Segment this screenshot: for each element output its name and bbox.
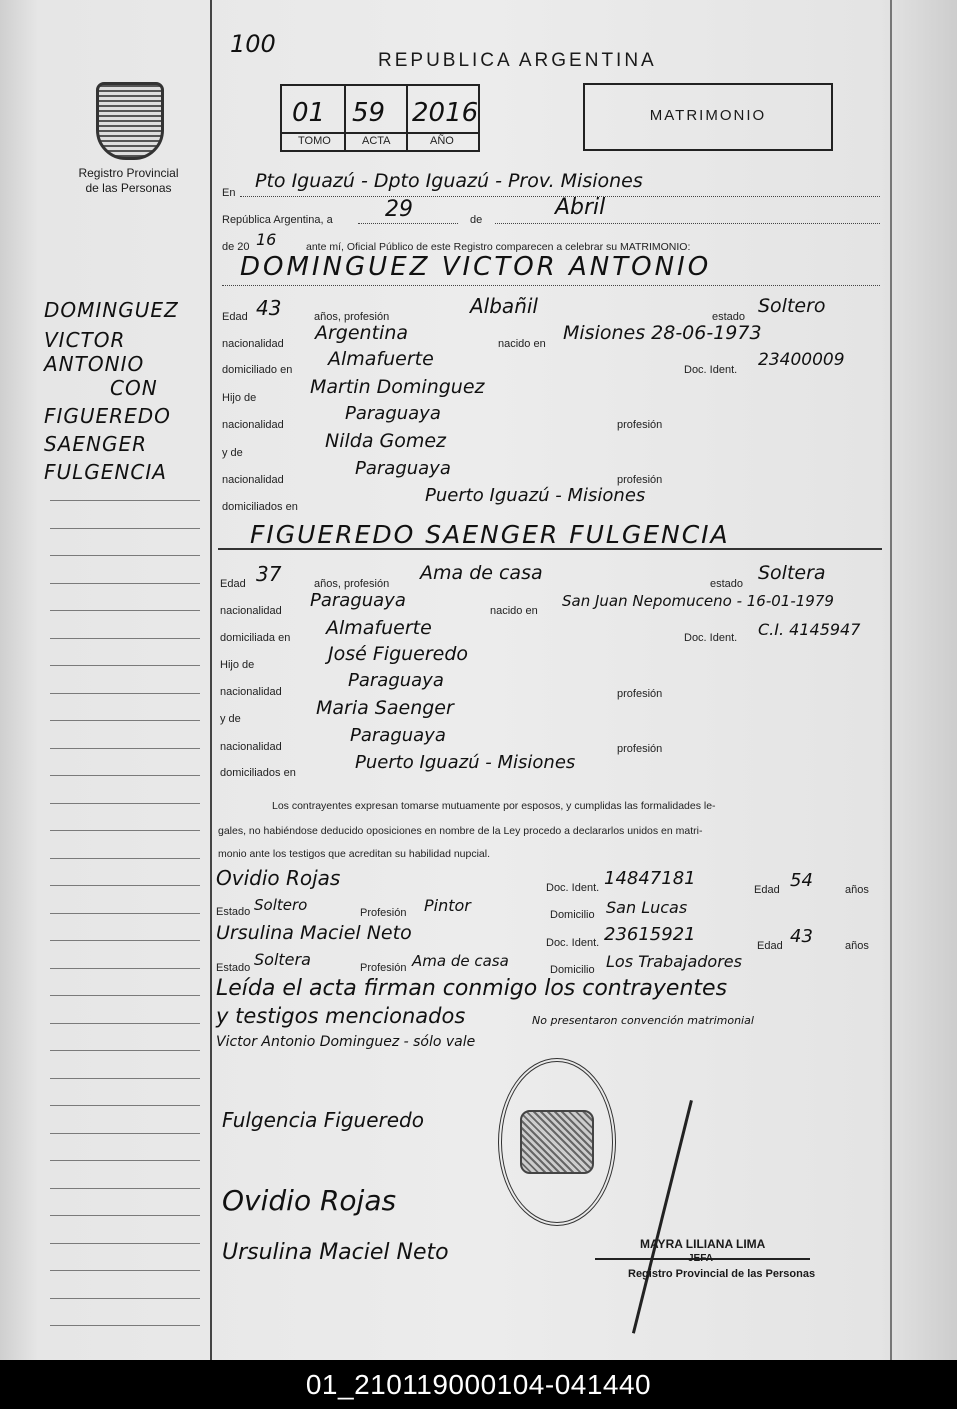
- groom-edad-label: Edad: [222, 311, 248, 323]
- witness1-domicilio-label: Domicilio: [550, 909, 595, 921]
- registry-line2: de las Personas: [85, 181, 172, 195]
- margin-note-line: CON: [110, 376, 158, 400]
- margin-rule: [50, 1023, 200, 1024]
- bride-name: FIGUEREDO SAENGER FULGENCIA: [250, 520, 730, 549]
- bride-nacido-label: nacido en: [490, 605, 538, 617]
- witness2-doc: 23615921: [604, 924, 696, 945]
- witness2-domicilio-label: Domicilio: [550, 964, 595, 976]
- bride-anos-label: años, profesión: [314, 578, 390, 590]
- bride-madre-nac-label: nacionalidad: [220, 741, 282, 753]
- bride-nacido: San Juan Nepomuceno - 16-01-1979: [562, 592, 834, 610]
- margin-rule: [50, 528, 200, 529]
- en-label: En: [222, 187, 236, 199]
- margin-note-line: SAENGER: [44, 432, 148, 456]
- anio-label: AÑO: [430, 135, 454, 147]
- act-type-box: [583, 83, 833, 151]
- witness1-anos-label: años: [845, 884, 869, 896]
- record-number-box: [280, 84, 480, 152]
- margin-rule: [50, 913, 200, 914]
- witness2-doc-label: Doc. Ident.: [546, 937, 600, 949]
- groom-padre-nac-label: nacionalidad: [222, 419, 284, 431]
- closing-line3: Victor Antonio Dominguez - sólo vale: [216, 1034, 476, 1050]
- margin-rule: [50, 1133, 200, 1134]
- bride-edad: 37: [256, 562, 282, 586]
- bride-domicilio: Almafuerte: [326, 617, 432, 639]
- margin-rule: [50, 1243, 200, 1244]
- bride-hijo-label: Hijo de: [220, 659, 255, 671]
- witness1-estado: Soltero: [254, 896, 308, 914]
- witness2-edad: 43: [790, 926, 813, 947]
- officer-signature-stroke: [632, 1100, 693, 1334]
- groom-nacido: Misiones 28-06-1973: [563, 322, 762, 344]
- margin-rule: [50, 583, 200, 584]
- bride-nac-label: nacionalidad: [220, 605, 282, 617]
- margin-rule: [50, 1105, 200, 1106]
- bride-madre-nacionalidad: Paraguaya: [350, 725, 446, 746]
- republica-label: República Argentina, a: [222, 214, 333, 226]
- margin-rule: [50, 1325, 200, 1326]
- witness1-profesion: Pintor: [424, 896, 471, 915]
- acta-label: ACTA: [362, 135, 391, 147]
- month-value: Abril: [555, 195, 606, 220]
- margin-note-line: VICTOR: [44, 328, 126, 352]
- groom-padre-prof-label: profesión: [617, 419, 663, 431]
- groom-madre-prof-label: profesión: [617, 474, 663, 486]
- margin-rule: [50, 995, 200, 996]
- witness2-estado: Soltera: [254, 950, 311, 969]
- witness2-profesion-label: Profesión: [360, 962, 407, 974]
- registry-name: [56, 166, 201, 196]
- groom-yde-label: y de: [222, 447, 243, 459]
- bride-dom-label: domiciliada en: [220, 632, 291, 644]
- groom-doc: 23400009: [758, 350, 845, 370]
- bride-madre-prof-label: profesión: [617, 743, 663, 755]
- groom-dom-label: domiciliado en: [222, 364, 293, 376]
- margin-rule: [50, 555, 200, 556]
- bride-edad-label: Edad: [220, 578, 246, 590]
- declaration-line2: gales, no habiéndose deducido oposiciones en nombre de la Ley procedo a declararlos unidos en matri-: [218, 825, 703, 837]
- witness1-estado-label: Estado: [216, 906, 251, 918]
- bride-padres-domicilio: Puerto Iguazú - Misiones: [355, 752, 576, 773]
- witness2-name: Ursulina Maciel Neto: [216, 922, 412, 944]
- officer-title: JEFA: [688, 1253, 714, 1264]
- groom-estado-label: estado: [712, 311, 746, 323]
- groom-name: DOMINGUEZ VICTOR ANTONIO: [240, 252, 712, 282]
- groom-nacido-label: nacido en: [498, 338, 546, 350]
- margin-rule: [50, 638, 200, 639]
- margin-note-line: FIGUEREDO: [44, 404, 171, 428]
- closing-line1: Leída el acta firman conmigo los contrayentes: [216, 976, 728, 1001]
- margin-rule: [50, 610, 200, 611]
- groom-padre-nacionalidad: Paraguaya: [345, 403, 441, 424]
- bride-padre-prof-label: profesión: [617, 688, 663, 700]
- witness1-name: Ovidio Rojas: [216, 866, 341, 890]
- tomo-value: 01: [292, 98, 326, 128]
- witness1-edad-label: Edad: [754, 884, 780, 896]
- margin-rule: [50, 500, 200, 501]
- declaration-line3: monio ante los testigos que acreditan su habilidad nupcial.: [218, 848, 491, 860]
- bride-estado: Soltera: [758, 562, 826, 584]
- anio-value: 2016: [412, 98, 479, 128]
- bride-estado-label: estado: [710, 578, 744, 590]
- groom-edad: 43: [256, 296, 282, 320]
- image-code-bar: [0, 1360, 957, 1409]
- groom-padres-dom-label: domiciliados en: [222, 501, 298, 513]
- margin-rule: [50, 1270, 200, 1271]
- margin-rule: [50, 940, 200, 941]
- margin-note-line: ANTONIO: [44, 352, 145, 376]
- act-type: MATRIMONIO: [649, 107, 767, 124]
- closing-line2b: No presentaron convención matrimonial: [532, 1014, 754, 1027]
- country-title: REPUBLICA ARGENTINA: [378, 50, 657, 71]
- signature-ovidio: Ovidio Rojas: [222, 1184, 397, 1217]
- groom-estado: Soltero: [758, 295, 826, 317]
- margin-rule: [50, 748, 200, 749]
- margin-rule: [50, 665, 200, 666]
- groom-hijo-label: Hijo de: [222, 392, 257, 404]
- tomo-label: TOMO: [298, 135, 331, 147]
- seal-emblem: [520, 1110, 594, 1174]
- place-value: Pto Iguazú - Dpto Iguazú - Prov. Misiones: [255, 170, 643, 192]
- comparecen-text: ante mí, Oficial Público de este Registro comparecen a celebrar su MATRIMONIO:: [306, 241, 691, 253]
- bride-nacionalidad: Paraguaya: [310, 590, 406, 611]
- bride-padres-dom-label: domiciliados en: [220, 767, 296, 779]
- bride-padre-nacionalidad: Paraguaya: [348, 670, 444, 691]
- bride-padre: José Figueredo: [328, 643, 469, 665]
- witness1-edad: 54: [790, 870, 813, 891]
- witness2-anos-label: años: [845, 940, 869, 952]
- bride-doc: C.I. 4145947: [758, 620, 861, 639]
- groom-madre-nacionalidad: Paraguaya: [355, 458, 451, 479]
- margin-rule: [50, 693, 200, 694]
- officer-name: MAYRA LILIANA LIMA: [640, 1237, 766, 1251]
- witness1-doc: 14847181: [604, 868, 696, 889]
- margin-rule: [50, 1215, 200, 1216]
- groom-madre-nac-label: nacionalidad: [222, 474, 284, 486]
- witness1-profesion-label: Profesión: [360, 907, 407, 919]
- groom-madre: Nilda Gomez: [325, 430, 447, 452]
- groom-padres-domicilio: Puerto Iguazú - Misiones: [425, 485, 646, 506]
- bride-doc-label: Doc. Ident.: [684, 632, 738, 644]
- groom-profesion: Albañil: [470, 294, 538, 318]
- groom-doc-label: Doc. Ident.: [684, 364, 738, 376]
- groom-domicilio: Almafuerte: [328, 348, 434, 370]
- signature-fulgencia: Fulgencia Figueredo: [222, 1108, 424, 1132]
- closing-line2: y testigos mencionados: [216, 1004, 466, 1028]
- day-value: 29: [385, 197, 413, 222]
- margin-rule: [50, 720, 200, 721]
- groom-anos-label: años, profesión: [314, 311, 390, 323]
- margin-note-line: FULGENCIA: [44, 460, 167, 484]
- officer-org: Registro Provincial de las Personas: [628, 1268, 816, 1280]
- registry-logo: [96, 82, 164, 160]
- page-number: 100: [230, 30, 276, 58]
- margin-rule: [50, 858, 200, 859]
- groom-nacionalidad: Argentina: [315, 322, 409, 344]
- bride-yde-label: y de: [220, 713, 241, 725]
- bride-padre-nac-label: nacionalidad: [220, 686, 282, 698]
- margin-rule: [50, 803, 200, 804]
- registry-line1: Registro Provincial: [78, 166, 179, 180]
- margin-rule: [50, 1298, 200, 1299]
- witness2-domicilio: Los Trabajadores: [606, 952, 742, 971]
- margin-rule: [50, 1160, 200, 1161]
- acta-value: 59: [352, 98, 386, 128]
- margin-rule: [50, 1078, 200, 1079]
- bride-profesion: Ama de casa: [420, 562, 543, 584]
- year-suffix: 16: [256, 230, 277, 249]
- margin-note-line: DOMINGUEZ: [44, 298, 179, 322]
- margin-rule: [50, 968, 200, 969]
- official-seal: [498, 1058, 616, 1226]
- de-label: de: [470, 214, 483, 226]
- margin-rule: [50, 885, 200, 886]
- witness1-domicilio: San Lucas: [606, 898, 688, 917]
- margin-rule: [50, 775, 200, 776]
- image-code: 01_210119000104-041440: [305, 1369, 652, 1400]
- groom-padre: Martin Dominguez: [310, 376, 485, 398]
- margin-rule: [50, 1050, 200, 1051]
- groom-nac-label: nacionalidad: [222, 338, 284, 350]
- bride-madre: Maria Saenger: [316, 697, 454, 719]
- witness2-estado-label: Estado: [216, 962, 251, 974]
- signature-ursulina: Ursulina Maciel Neto: [222, 1240, 449, 1265]
- year-prefix: de 20: [222, 241, 250, 253]
- witness2-edad-label: Edad: [757, 940, 783, 952]
- witness1-doc-label: Doc. Ident.: [546, 882, 600, 894]
- margin-rule: [50, 830, 200, 831]
- margin-column-line: [210, 0, 212, 1360]
- declaration-line1: Los contrayentes expresan tomarse mutuamente por esposos, y cumplidas las formalidades le-: [272, 800, 716, 812]
- page-edge: [890, 0, 892, 1360]
- witness2-profesion: Ama de casa: [412, 952, 509, 970]
- margin-rule: [50, 1188, 200, 1189]
